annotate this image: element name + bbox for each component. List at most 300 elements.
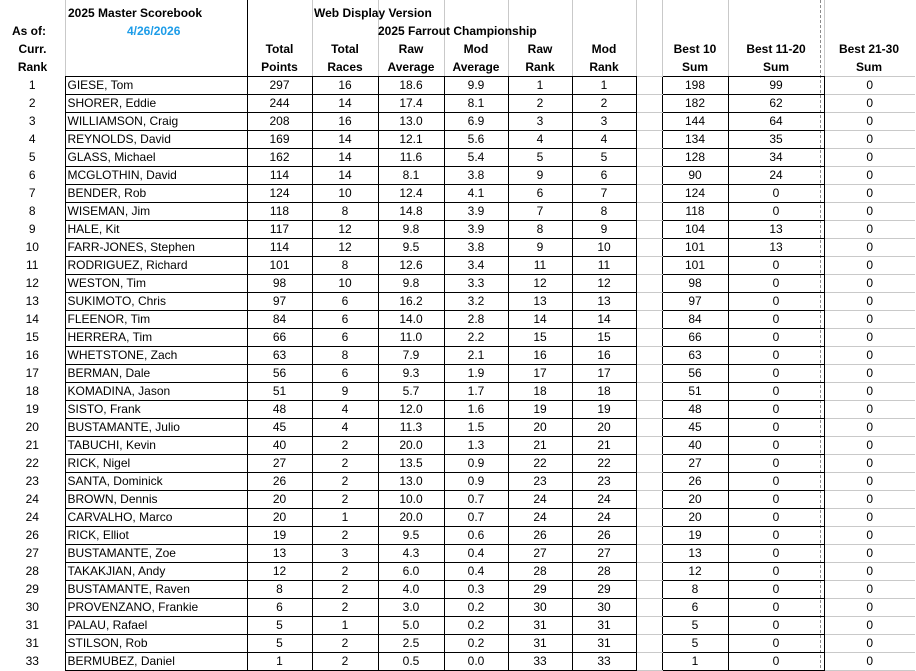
best2130-sum-cell: 0 [824, 221, 915, 239]
raw-average-cell: 14.0 [378, 311, 444, 329]
table-row [0, 275, 915, 293]
races-cell: 9 [312, 383, 378, 401]
championship-title: 2025 Farrout Championship [378, 24, 537, 38]
best2130-sum-cell: 0 [824, 239, 915, 257]
raw-rank-cell: 3 [508, 113, 572, 131]
spacer-cell [636, 167, 662, 185]
mod-rank-cell: 26 [572, 527, 636, 545]
table-row [0, 257, 915, 275]
mod-rank-cell: 1 [572, 77, 636, 95]
spacer-cell [636, 455, 662, 473]
table-row [0, 419, 915, 437]
rank-cell: 28 [25, 564, 39, 578]
best10-sum-cell: 8 [662, 581, 728, 599]
raw-rank-cell: 30 [508, 599, 572, 617]
mod-average-cell: 3.2 [444, 293, 508, 311]
best2130-sum-cell: 0 [824, 599, 915, 617]
raw-average-cell: 5.0 [378, 617, 444, 635]
mod-rank-cell: 21 [572, 437, 636, 455]
races-cell: 2 [312, 437, 378, 455]
races-cell: 2 [312, 473, 378, 491]
name-cell: RICK, Elliot [65, 527, 247, 545]
points-cell: 27 [247, 455, 312, 473]
raw-rank-cell: 33 [508, 653, 572, 671]
spacer-cell [636, 491, 662, 509]
rank-cell: 1 [28, 78, 36, 92]
best1120-sum-cell: 0 [728, 563, 824, 581]
grid-line [636, 0, 637, 76]
name-cell: PALAU, Rafael [65, 617, 247, 635]
points-cell: 13 [247, 545, 312, 563]
name-cell: PROVENZANO, Frankie [65, 599, 247, 617]
best2130-sum-cell: 0 [824, 329, 915, 347]
name-cell: SHORER, Eddie [65, 95, 247, 113]
points-cell: 101 [247, 257, 312, 275]
raw-average-cell: 7.9 [378, 347, 444, 365]
mod-average-cell: 3.9 [444, 221, 508, 239]
points-cell: 162 [247, 149, 312, 167]
points-cell: 1 [247, 653, 312, 671]
raw-average-cell: 10.0 [378, 491, 444, 509]
best2130-sum-cell: 0 [824, 383, 915, 401]
raw-average-cell: 11.0 [378, 329, 444, 347]
name-cell: RICK, Nigel [65, 455, 247, 473]
raw-rank-cell: 20 [508, 419, 572, 437]
best1120-sum-cell: 0 [728, 527, 824, 545]
rank-cell: 4 [28, 132, 36, 146]
best1120-header-line1: Best 11-20 [746, 42, 806, 56]
raw-average-cell: 9.8 [378, 275, 444, 293]
mod-rank-cell: 33 [572, 653, 636, 671]
mod-rank-cell: 23 [572, 473, 636, 491]
scorebook-title: 2025 Master Scorebook [68, 6, 203, 20]
races-cell: 2 [312, 455, 378, 473]
best2130-sum-cell: 0 [824, 509, 915, 527]
table-row [0, 347, 915, 365]
points-cell: 98 [247, 275, 312, 293]
web-display-label: Web Display Version [314, 6, 432, 20]
name-cell: RODRIGUEZ, Richard [65, 257, 247, 275]
table-row [0, 473, 915, 491]
rank-cell: 26 [25, 528, 39, 542]
rank-cell: 10 [25, 240, 39, 254]
points-cell: 114 [247, 239, 312, 257]
mod-rank-cell: 17 [572, 365, 636, 383]
raw-average-cell: 2.5 [378, 635, 444, 653]
spacer-cell [636, 293, 662, 311]
name-cell: GIESE, Tom [65, 77, 247, 95]
name-cell: BERMUBEZ, Daniel [65, 653, 247, 671]
mod-average-cell: 3.8 [444, 167, 508, 185]
best1120-sum-cell: 0 [728, 617, 824, 635]
races-cell: 6 [312, 293, 378, 311]
points-cell: 45 [247, 419, 312, 437]
best10-sum-cell: 20 [662, 491, 728, 509]
standings-table [0, 76, 915, 671]
mod-rank-cell: 14 [572, 311, 636, 329]
points-cell: 244 [247, 95, 312, 113]
mod-rank-cell: 12 [572, 275, 636, 293]
mod-rank-cell: 15 [572, 329, 636, 347]
races-header-line2: Races [327, 60, 363, 74]
races-cell: 2 [312, 635, 378, 653]
raw-rank-cell: 14 [508, 311, 572, 329]
raw-average-cell: 20.0 [378, 437, 444, 455]
spacer-cell [636, 383, 662, 401]
spacer-cell [636, 437, 662, 455]
points-header-line1: Total [265, 42, 294, 56]
table-row [0, 491, 915, 509]
raw-rank-cell: 18 [508, 383, 572, 401]
raw-average-cell: 4.3 [378, 545, 444, 563]
races-cell: 2 [312, 599, 378, 617]
spacer-cell [636, 617, 662, 635]
races-cell: 16 [312, 113, 378, 131]
rank-cell: 13 [25, 294, 39, 308]
races-cell: 4 [312, 419, 378, 437]
best1120-sum-cell: 0 [728, 473, 824, 491]
raw-average-cell: 9.3 [378, 365, 444, 383]
rank-cell: 21 [25, 438, 39, 452]
points-cell: 8 [247, 581, 312, 599]
best1120-sum-cell: 0 [728, 203, 824, 221]
as-of-label: As of: [12, 24, 46, 38]
rank-cell: 22 [25, 456, 39, 470]
rank-cell: 5 [28, 150, 36, 164]
races-cell: 14 [312, 149, 378, 167]
spacer-cell [636, 275, 662, 293]
best1120-sum-cell: 0 [728, 491, 824, 509]
best10-sum-cell: 90 [662, 167, 728, 185]
races-header-line1: Total [331, 42, 359, 56]
name-cell: MCGLOTHIN, David [65, 167, 247, 185]
best1120-sum-cell: 0 [728, 275, 824, 293]
raw-rank-cell: 24 [508, 509, 572, 527]
mod-average-cell: 4.1 [444, 185, 508, 203]
best10-sum-cell: 5 [662, 617, 728, 635]
spacer-cell [636, 239, 662, 257]
raw-rank-cell: 24 [508, 491, 572, 509]
best2130-sum-cell: 0 [824, 275, 915, 293]
table-row [0, 311, 915, 329]
name-cell: STILSON, Rob [65, 635, 247, 653]
best1120-sum-cell: 0 [728, 401, 824, 419]
best2130-sum-cell: 0 [824, 95, 915, 113]
races-cell: 16 [312, 77, 378, 95]
table-row [0, 131, 915, 149]
grid-line [65, 0, 66, 76]
mod-rank-cell: 9 [572, 221, 636, 239]
mod-average-cell: 0.9 [444, 455, 508, 473]
raw-rank-header-line2: Rank [525, 60, 555, 74]
raw-average-cell: 3.0 [378, 599, 444, 617]
points-cell: 56 [247, 365, 312, 383]
mod-rank-cell: 16 [572, 347, 636, 365]
best10-sum-cell: 101 [662, 239, 728, 257]
races-cell: 6 [312, 311, 378, 329]
table-row [0, 203, 915, 221]
mod-rank-cell: 28 [572, 563, 636, 581]
best10-sum-cell: 56 [662, 365, 728, 383]
table-row [0, 455, 915, 473]
best2130-sum-cell: 0 [824, 347, 915, 365]
best1120-sum-cell: 0 [728, 347, 824, 365]
rank-cell: 3 [28, 114, 36, 128]
best2130-header-line2: Sum [855, 60, 882, 74]
best10-sum-cell: 26 [662, 473, 728, 491]
raw-rank-cell: 1 [508, 77, 572, 95]
raw-rank-cell: 23 [508, 473, 572, 491]
standings-rows [0, 77, 915, 671]
best1120-sum-cell: 13 [728, 221, 824, 239]
points-cell: 19 [247, 527, 312, 545]
mod-rank-cell: 5 [572, 149, 636, 167]
points-cell: 97 [247, 293, 312, 311]
name-cell: TABUCHI, Kevin [65, 437, 247, 455]
raw-average-cell: 9.8 [378, 221, 444, 239]
points-cell: 114 [247, 167, 312, 185]
mod-average-cell: 1.5 [444, 419, 508, 437]
best2130-sum-cell: 0 [824, 167, 915, 185]
raw-average-cell: 5.7 [378, 383, 444, 401]
best2130-sum-cell: 0 [824, 419, 915, 437]
raw-rank-cell: 9 [508, 239, 572, 257]
best1120-header-line2: Sum [762, 60, 789, 74]
best2130-sum-cell: 0 [824, 545, 915, 563]
best1120-sum-cell: 0 [728, 419, 824, 437]
raw-average-cell: 13.0 [378, 473, 444, 491]
best2130-sum-cell: 0 [824, 311, 915, 329]
points-header-line2: Points [261, 60, 298, 74]
mod-rank-cell: 4 [572, 131, 636, 149]
raw-rank-cell: 16 [508, 347, 572, 365]
points-cell: 48 [247, 401, 312, 419]
spacer-cell [636, 401, 662, 419]
spacer-cell [636, 329, 662, 347]
mod-average-cell: 0.4 [444, 563, 508, 581]
raw-average-cell: 16.2 [378, 293, 444, 311]
name-cell: WISEMAN, Jim [65, 203, 247, 221]
mod-rank-cell: 29 [572, 581, 636, 599]
mod-rank-cell: 3 [572, 113, 636, 131]
name-cell: WHETSTONE, Zach [65, 347, 247, 365]
races-cell: 1 [312, 617, 378, 635]
races-cell: 2 [312, 491, 378, 509]
raw-rank-cell: 5 [508, 149, 572, 167]
best10-sum-cell: 5 [662, 635, 728, 653]
raw-average-cell: 20.0 [378, 509, 444, 527]
best10-sum-cell: 27 [662, 455, 728, 473]
best10-sum-cell: 40 [662, 437, 728, 455]
table-row [0, 437, 915, 455]
best1120-sum-cell: 0 [728, 383, 824, 401]
table-row [0, 509, 915, 527]
best1120-sum-cell: 64 [728, 113, 824, 131]
raw-average-cell: 11.6 [378, 149, 444, 167]
best10-sum-cell: 12 [662, 563, 728, 581]
races-cell: 14 [312, 131, 378, 149]
table-row [0, 365, 915, 383]
races-cell: 2 [312, 563, 378, 581]
raw-average-cell: 12.4 [378, 185, 444, 203]
spacer-cell [636, 581, 662, 599]
best10-sum-cell: 97 [662, 293, 728, 311]
points-cell: 297 [247, 77, 312, 95]
raw-average-cell: 17.4 [378, 95, 444, 113]
name-cell: WESTON, Tim [65, 275, 247, 293]
best1120-sum-cell: 0 [728, 545, 824, 563]
best1120-sum-cell: 0 [728, 293, 824, 311]
rank-cell: 20 [25, 420, 39, 434]
raw-rank-cell: 11 [508, 257, 572, 275]
mod-rank-cell: 24 [572, 491, 636, 509]
rank-cell: 12 [25, 276, 39, 290]
table-row [0, 635, 915, 653]
raw-average-cell: 13.0 [378, 113, 444, 131]
mod-average-cell: 1.7 [444, 383, 508, 401]
name-cell: SISTO, Frank [65, 401, 247, 419]
raw-avg-header-line1: Raw [398, 42, 424, 56]
points-cell: 117 [247, 221, 312, 239]
table-row [0, 77, 915, 95]
raw-rank-cell: 7 [508, 203, 572, 221]
best10-sum-cell: 98 [662, 275, 728, 293]
mod-average-cell: 0.2 [444, 599, 508, 617]
spacer-cell [636, 563, 662, 581]
points-cell: 20 [247, 491, 312, 509]
table-row [0, 185, 915, 203]
name-cell: HALE, Kit [65, 221, 247, 239]
races-cell: 6 [312, 329, 378, 347]
races-cell: 14 [312, 167, 378, 185]
best1120-sum-cell: 0 [728, 311, 824, 329]
table-row [0, 383, 915, 401]
spacer-cell [636, 347, 662, 365]
name-cell: REYNOLDS, David [65, 131, 247, 149]
best2130-sum-cell: 0 [824, 455, 915, 473]
raw-rank-cell: 9 [508, 167, 572, 185]
table-row [0, 563, 915, 581]
best2130-sum-cell: 0 [824, 113, 915, 131]
raw-rank-cell: 21 [508, 437, 572, 455]
best2130-sum-cell: 0 [824, 257, 915, 275]
points-cell: 84 [247, 311, 312, 329]
best1120-sum-cell: 62 [728, 95, 824, 113]
mod-average-cell: 3.8 [444, 239, 508, 257]
races-cell: 2 [312, 527, 378, 545]
raw-rank-cell: 4 [508, 131, 572, 149]
spacer-cell [636, 545, 662, 563]
points-cell: 5 [247, 635, 312, 653]
spacer-cell [636, 257, 662, 275]
spacer-cell [636, 635, 662, 653]
best2130-sum-cell: 0 [824, 491, 915, 509]
table-row [0, 167, 915, 185]
name-cell: BUSTAMANTE, Zoe [65, 545, 247, 563]
table-row [0, 581, 915, 599]
best1120-sum-cell: 0 [728, 599, 824, 617]
mod-average-cell: 1.6 [444, 401, 508, 419]
raw-average-cell: 12.0 [378, 401, 444, 419]
raw-average-cell: 6.0 [378, 563, 444, 581]
best2130-sum-cell: 0 [824, 581, 915, 599]
best10-sum-cell: 101 [662, 257, 728, 275]
name-cell: SUKIMOTO, Chris [65, 293, 247, 311]
spacer-cell [636, 77, 662, 95]
spacer-cell [636, 221, 662, 239]
spacer-cell [636, 365, 662, 383]
best10-sum-cell: 124 [662, 185, 728, 203]
best2130-sum-cell: 0 [824, 473, 915, 491]
best10-sum-cell: 48 [662, 401, 728, 419]
races-cell: 10 [312, 185, 378, 203]
best1120-sum-cell: 24 [728, 167, 824, 185]
raw-average-cell: 18.6 [378, 77, 444, 95]
name-cell: CARVALHO, Marco [65, 509, 247, 527]
best1120-sum-cell: 0 [728, 365, 824, 383]
mod-average-cell: 5.6 [444, 131, 508, 149]
points-cell: 118 [247, 203, 312, 221]
best10-sum-cell: 19 [662, 527, 728, 545]
spacer-cell [636, 473, 662, 491]
mod-average-cell: 0.4 [444, 545, 508, 563]
raw-rank-cell: 31 [508, 617, 572, 635]
best10-sum-cell: 182 [662, 95, 728, 113]
races-cell: 10 [312, 275, 378, 293]
best2130-sum-cell: 0 [824, 293, 915, 311]
spacer-cell [636, 113, 662, 131]
spacer-cell [636, 419, 662, 437]
spacer-cell [636, 131, 662, 149]
name-cell: TAKAKJIAN, Andy [65, 563, 247, 581]
mod-rank-cell: 27 [572, 545, 636, 563]
best1120-sum-cell: 13 [728, 239, 824, 257]
table-row [0, 329, 915, 347]
best1120-sum-cell: 0 [728, 509, 824, 527]
table-row [0, 149, 915, 167]
mod-rank-cell: 30 [572, 599, 636, 617]
best10-sum-cell: 104 [662, 221, 728, 239]
raw-average-cell: 13.5 [378, 455, 444, 473]
best2130-sum-cell: 0 [824, 527, 915, 545]
name-cell: BUSTAMANTE, Raven [65, 581, 247, 599]
best10-sum-cell: 6 [662, 599, 728, 617]
races-cell: 1 [312, 509, 378, 527]
best2130-sum-cell: 0 [824, 131, 915, 149]
raw-rank-cell: 19 [508, 401, 572, 419]
raw-rank-cell: 13 [508, 293, 572, 311]
raw-rank-cell: 17 [508, 365, 572, 383]
mod-average-cell: 1.9 [444, 365, 508, 383]
as-of-date: 4/26/2026 [127, 24, 181, 38]
mod-average-cell: 3.4 [444, 257, 508, 275]
spacer-cell [636, 527, 662, 545]
best2130-sum-cell: 0 [824, 185, 915, 203]
mod-average-cell: 2.8 [444, 311, 508, 329]
rank-cell: 6 [28, 168, 36, 182]
mod-rank-header-line2: Rank [589, 60, 619, 74]
rank-cell: 7 [28, 186, 36, 200]
best10-sum-cell: 66 [662, 329, 728, 347]
best2130-sum-cell: 0 [824, 617, 915, 635]
best10-sum-cell: 84 [662, 311, 728, 329]
raw-rank-cell: 26 [508, 527, 572, 545]
table-row [0, 527, 915, 545]
table-row [0, 113, 915, 131]
mod-avg-header-line2: Average [452, 60, 500, 74]
best2130-sum-cell: 0 [824, 653, 915, 671]
best10-sum-cell: 13 [662, 545, 728, 563]
